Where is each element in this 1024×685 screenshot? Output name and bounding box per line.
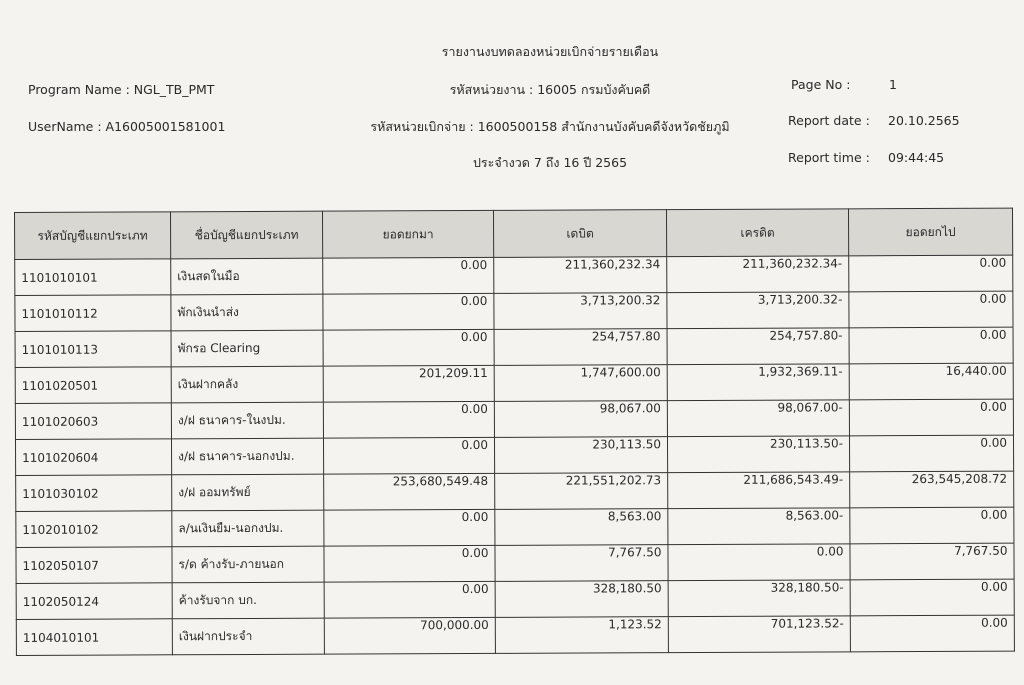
debit-cell: 8,563.00 (495, 509, 668, 546)
debit-cell: 211,360,232.34 (494, 257, 667, 294)
account-code-cell: 1101020603 (15, 403, 171, 440)
credit-cell: 254,757.80- (667, 328, 849, 365)
account-code-cell: 1102010102 (16, 511, 172, 548)
page-no-value: 1 (889, 77, 897, 92)
debit-cell: 3,713,200.32 (494, 293, 667, 330)
brought-forward-cell: 0.00 (324, 509, 495, 546)
debit-cell: 1,123.52 (495, 617, 668, 654)
account-name-cell: พักรอ Clearing (171, 330, 323, 367)
agency-line: รหัสหน่วยงาน : 16005 กรมบังคับคดี (449, 82, 651, 97)
table-row (15, 363, 1013, 403)
account-code-cell: 1101010101 (15, 259, 171, 296)
credit-cell: 230,113.50- (667, 436, 849, 473)
brought-forward-cell: 0.00 (323, 329, 494, 366)
account-name-cell: ร/ด ค้างรับ-ภายนอก (172, 546, 324, 583)
carried-forward-cell: 7,767.50 (850, 543, 1014, 580)
table-row (16, 579, 1014, 619)
account-code-cell: 1102050124 (16, 583, 172, 620)
table-row (16, 543, 1014, 583)
table-row (15, 399, 1013, 439)
credit-cell: 0.00 (668, 544, 850, 581)
table-row (15, 255, 1013, 295)
brought-forward-cell: 253,680,549.48 (324, 473, 495, 510)
account-name-cell: เงินสดในมือ (171, 258, 323, 295)
credit-cell: 211,360,232.34- (667, 256, 849, 293)
brought-forward-cell: 0.00 (323, 401, 494, 438)
account-name-cell: ล/นเงินยืม-นอกงปม. (172, 510, 324, 547)
account-code-cell: 1101030102 (16, 475, 172, 512)
brought-forward-cell: 700,000.00 (324, 617, 495, 654)
carried-forward-cell: 0.00 (849, 291, 1013, 328)
disbursing-unit-line: รหัสหน่วยเบิกจ่าย : 1600500158 สำนักงานบังคับคดีจังหวัดชัยภูมิ (370, 119, 730, 134)
column-header-credit: เครดิต (666, 209, 848, 257)
brought-forward-cell: 0.00 (324, 545, 495, 582)
credit-cell: 328,180.50- (668, 580, 850, 617)
report-time-label: Report time : (788, 150, 870, 165)
brought-forward-cell: 0.00 (324, 581, 495, 618)
table-header-row (15, 208, 1013, 259)
brought-forward-cell: 0.00 (323, 437, 494, 474)
carried-forward-cell: 0.00 (849, 435, 1013, 472)
account-code-cell: 1101020501 (15, 367, 171, 404)
debit-cell: 7,767.50 (495, 545, 668, 582)
report-date-value: 20.10.2565 (888, 113, 960, 128)
debit-cell: 328,180.50 (495, 581, 668, 618)
account-name-cell: เงินฝากคลัง (171, 366, 323, 403)
account-code-cell: 1101010113 (15, 331, 171, 368)
carried-forward-cell: 16,440.00 (849, 363, 1013, 400)
table-row (15, 327, 1013, 367)
credit-cell: 1,932,369.11- (667, 364, 849, 401)
debit-cell: 254,757.80 (494, 329, 667, 366)
table-row (16, 615, 1014, 655)
account-name-cell: เงินฝากประจำ (172, 618, 324, 655)
account-code-cell: 1101010112 (15, 295, 171, 332)
report-date-label: Report date : (788, 113, 870, 128)
account-code-cell: 1104010101 (16, 619, 172, 656)
carried-forward-cell: 0.00 (850, 579, 1014, 616)
carried-forward-cell: 0.00 (850, 507, 1014, 544)
debit-cell: 221,551,202.73 (495, 473, 668, 510)
account-name-cell: ง/ฝ ธนาคาร-นอกงปม. (171, 438, 323, 475)
carried-forward-cell: 0.00 (849, 327, 1013, 364)
column-header-debit: เดบิต (493, 210, 666, 258)
credit-cell: 701,123.52- (668, 616, 850, 653)
table-row (16, 507, 1014, 547)
period-line: ประจำงวด 7 ถึง 16 ปี 2565 (472, 155, 628, 170)
brought-forward-cell: 0.00 (323, 293, 494, 330)
carried-forward-cell: 0.00 (849, 399, 1013, 436)
brought-forward-cell: 0.00 (323, 257, 494, 294)
account-name-cell: ง/ฝ ธนาคาร-ในงปม. (171, 402, 323, 439)
debit-cell: 230,113.50 (494, 437, 667, 474)
column-header-account-code: รหัสบัญชีแยกประเภท (15, 212, 171, 260)
table-row (15, 435, 1013, 475)
debit-cell: 98,067.00 (494, 401, 667, 438)
account-code-cell: 1101020604 (15, 439, 171, 476)
column-header-brought-forward: ยอดยกมา (322, 210, 493, 258)
carried-forward-cell: 0.00 (850, 615, 1014, 652)
brought-forward-cell: 201,209.11 (323, 365, 494, 402)
debit-cell: 1,747,600.00 (494, 365, 667, 402)
trial-balance-table (14, 208, 1015, 656)
account-code-cell: 1102050107 (16, 547, 172, 584)
column-header-carried-forward: ยอดยกไป (848, 208, 1012, 256)
credit-cell: 211,686,543.49- (668, 472, 850, 509)
table-row (15, 291, 1013, 331)
account-name-cell: ง/ฝ ออมทรัพย์ (172, 474, 324, 511)
program-name: Program Name : NGL_TB_PMT (28, 82, 215, 97)
page-no-label: Page No : (791, 77, 851, 92)
carried-forward-cell: 263,545,208.72 (850, 471, 1014, 508)
credit-cell: 98,067.00- (667, 400, 849, 437)
report-title: รายงานงบทดลองหน่วยเบิกจ่ายรายเดือน (441, 44, 659, 59)
report-time-value: 09:44:45 (888, 150, 945, 165)
account-name-cell: พักเงินนำส่ง (171, 294, 323, 331)
carried-forward-cell: 0.00 (849, 255, 1013, 292)
credit-cell: 3,713,200.32- (667, 292, 849, 329)
user-name: UserName : A16005001581001 (28, 119, 226, 134)
credit-cell: 8,563.00- (668, 508, 850, 545)
account-name-cell: ค้างรับจาก บก. (172, 582, 324, 619)
table-row (16, 471, 1014, 511)
column-header-account-name: ชื่อบัญชีแยกประเภท (171, 211, 323, 259)
